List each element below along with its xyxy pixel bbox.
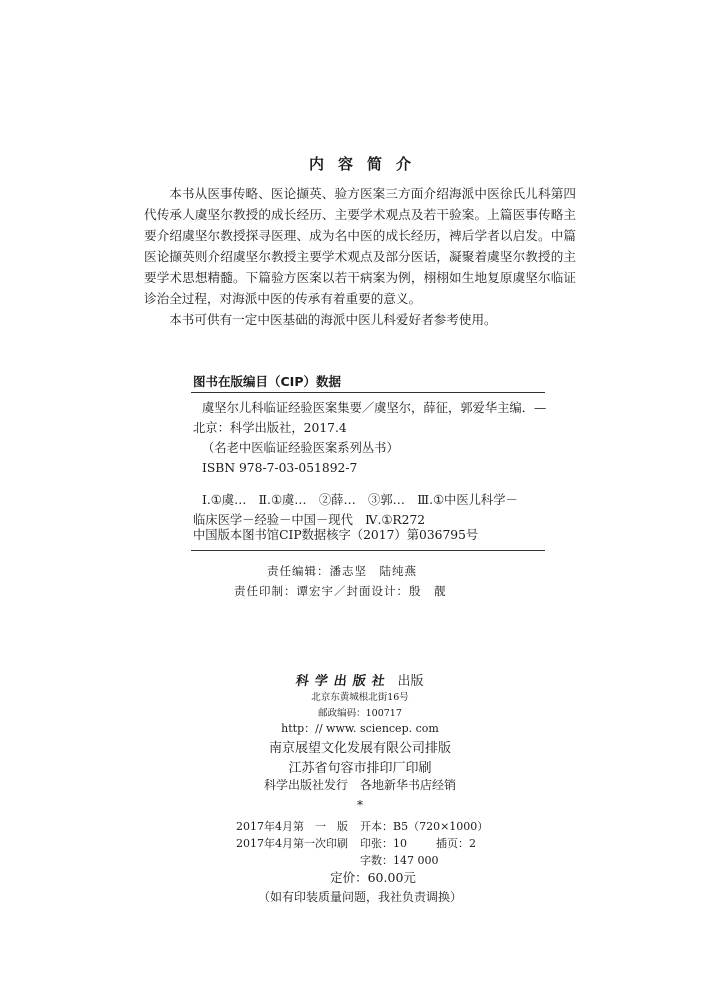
publisher-postcode: 邮政编码：100717 — [318, 708, 402, 719]
cip-subject-line-2: 临床医学－经验－中国－现代 Ⅳ.①R272 — [193, 513, 426, 527]
word-count: 字数：147 000 — [360, 854, 439, 867]
plate-pages: 插页：2 — [436, 837, 476, 850]
cip-series-line: （名老中医临证经验医案系列丛书） — [202, 441, 399, 455]
cip-rule-top — [191, 392, 545, 393]
cip-subject-line-1: Ⅰ.①虞… Ⅱ.①虞… ②薛… ③郭… Ⅲ.①中医儿科学－ — [202, 493, 518, 507]
replacement-note: （如有印装质量问题，我社负责调换） — [257, 890, 462, 904]
cip-isbn-line: ISBN 978-7-03-051892-7 — [202, 461, 358, 475]
typesetter-line: 南京展望文化发展有限公司排版 — [268, 741, 451, 756]
cip-title-line: 虞坚尔儿科临证经验医案集要／虞坚尔，薛征，郭爱华主编．— — [202, 401, 547, 415]
summary-paragraph-2: 本书可供有一定中医基础的海派中医儿科爱好者参考使用。 — [169, 312, 497, 327]
price-label: 定价： — [330, 870, 368, 885]
edition-info — [236, 818, 496, 869]
printer-line: 江苏省句容市排印厂印刷 — [288, 761, 432, 776]
print-date: 2017年4月第一次印刷 — [236, 837, 348, 850]
cip-heading: 图书在版编目（CIP）数据 — [193, 374, 341, 389]
price-value: 60.00元 — [367, 870, 416, 885]
summary-paragraph-1: 本书从医事传略、医论撷英、验方医案三方面介绍海派中医徐氏儿科第四代传承人虞坚尔教授的成长经历、主要学术观点及若干验案。上篇医事传略主要介绍虞坚尔教授探寻医理、成为名中医的成长经历，裨后学者以启发。中篇医论撷英则介绍虞坚尔教授主要学术观点及部分医话，凝聚着虞坚尔教授的主要学术思想精髓。下篇验方医案以若干病案为例，栩栩如生地复原虞坚尔临证诊治全过程，对海派中医的传承有着重要的意义。 — [144, 186, 576, 306]
publisher-address: 北京东黄城根北街16号 — [311, 692, 409, 703]
edition-date: 2017年4月第 一 版 — [236, 820, 348, 833]
print-and-cover-credits: 责任印制：谭宏宇／封面设计：殷 靓 — [234, 584, 447, 598]
responsible-editor: 责任编辑：潘志坚 陆纯燕 — [267, 564, 417, 578]
cip-record — [193, 398, 547, 530]
publisher-website: http：// www. sciencep. com — [281, 722, 439, 735]
summary-body — [144, 183, 576, 330]
price-line — [0, 868, 720, 886]
publisher-suffix: 出版 — [397, 674, 424, 689]
publisher-line — [0, 670, 720, 689]
cip-place-line: 北京：科学出版社，2017.4 — [193, 421, 347, 435]
book-format: 开本：B5（720×1000） — [360, 820, 489, 833]
publisher-logo: 科学出版社 — [295, 674, 393, 689]
separator-star: * — [357, 798, 363, 812]
cip-number: 中国版本图书馆CIP数据核字（2017）第036795号 — [193, 528, 479, 542]
distributor-line: 科学出版社发行 各地新华书店经销 — [263, 778, 456, 792]
summary-title: 内容简介 — [308, 155, 425, 173]
cip-rule-bottom — [191, 550, 545, 551]
print-sheets: 印张：10 — [360, 837, 407, 850]
